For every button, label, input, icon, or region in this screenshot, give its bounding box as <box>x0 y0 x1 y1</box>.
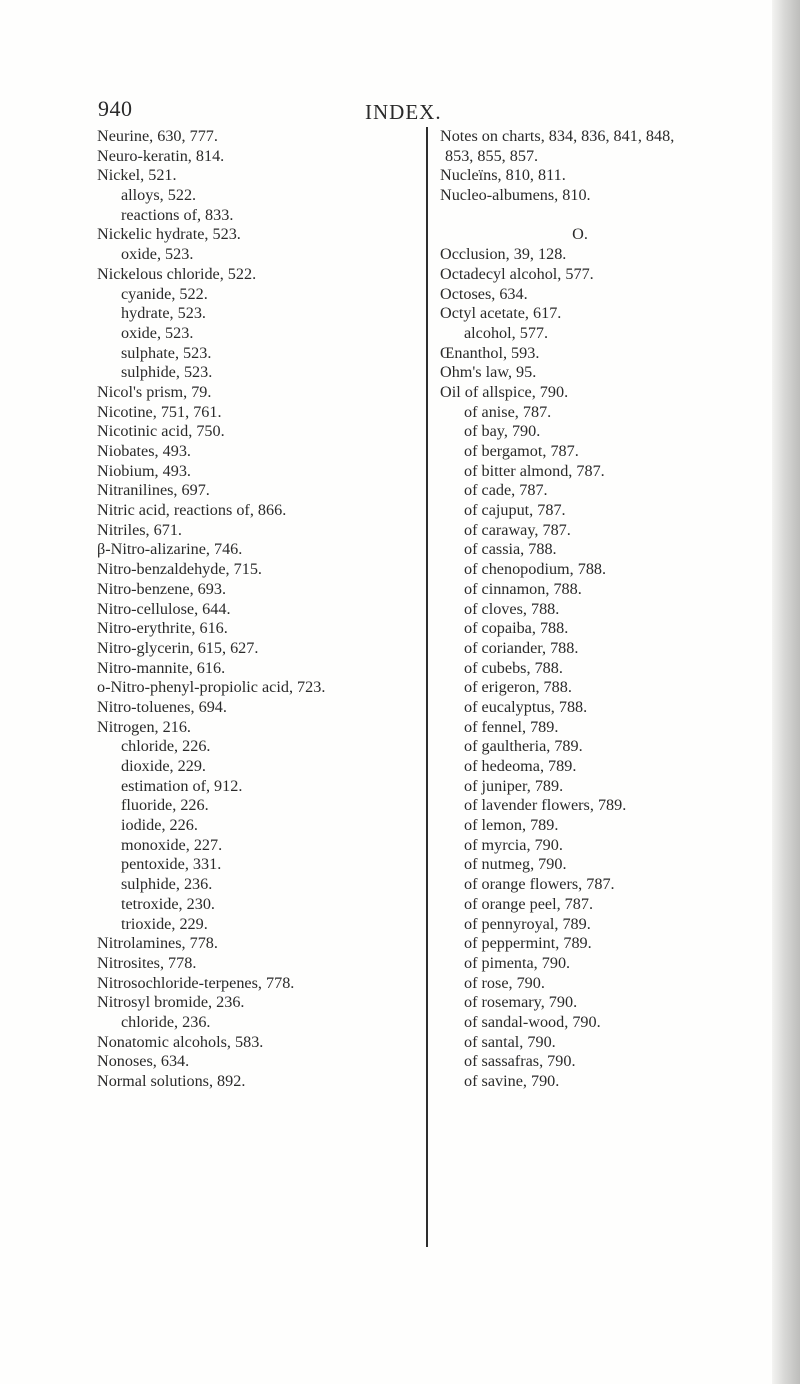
index-entry: Nitriles, 671. <box>97 520 182 539</box>
index-entry: Niobium, 493. <box>97 461 191 480</box>
index-entry: Nitro-benzene, 693. <box>97 579 227 598</box>
index-column-right <box>440 127 770 1092</box>
index-entry: Nitrosyl bromide, 236. <box>97 993 245 1012</box>
index-entry: Nicol's prism, 79. <box>97 382 212 401</box>
index-entry: sulphide, 523. <box>121 363 213 382</box>
index-entry: of copaiba, 788. <box>464 619 569 638</box>
index-entry: β-Nitro-alizarine, 746. <box>97 540 243 559</box>
index-entry: Nitro-glycerin, 615, 627. <box>97 638 259 657</box>
index-entry: sulphide, 236. <box>121 875 213 894</box>
index-entry: of sassafras, 790. <box>464 1052 576 1071</box>
index-entry: Ohm's law, 95. <box>440 363 537 382</box>
index-entry: of bitter almond, 787. <box>464 461 605 480</box>
index-entry: of orange peel, 787. <box>464 894 594 913</box>
index-entry: sulphate, 523. <box>121 343 212 362</box>
index-entry: Nucleo-albumens, 810. <box>440 186 591 205</box>
index-entry: Nitrosochloride-terpenes, 778. <box>97 973 295 992</box>
index-entry: of lemon, 789. <box>464 816 559 835</box>
index-entry: of nutmeg, 790. <box>464 855 567 874</box>
page-edge-shadow <box>772 0 800 1384</box>
index-entry: Octyl acetate, 617. <box>440 304 562 323</box>
index-entry: Nickelous chloride, 522. <box>97 264 257 283</box>
index-entry: reactions of, 833. <box>121 205 234 224</box>
index-entry: Nitrogen, 216. <box>97 717 191 736</box>
index-entry: fluoride, 226. <box>121 796 209 815</box>
index-entry: of fennel, 789. <box>464 717 559 736</box>
index-entry: pentoxide, 331. <box>121 855 222 874</box>
index-entry: Niobates, 493. <box>97 442 191 460</box>
index-entry: Octoses, 634. <box>440 284 528 303</box>
index-entry: Nonoses, 634. <box>97 1052 190 1071</box>
index-entry: of cloves, 788. <box>464 599 560 618</box>
index-entry: oxide, 523. <box>121 323 194 342</box>
index-entry: Nickel, 521. <box>97 166 177 185</box>
index-entry: Nitro-mannite, 616. <box>97 658 226 677</box>
column-divider <box>426 127 428 1247</box>
index-entry: of caraway, 787. <box>464 520 571 539</box>
index-entry: Nicotine, 751, 761. <box>97 402 222 421</box>
index-entry: trioxide, 229. <box>121 914 208 933</box>
index-entry: of myrcia, 790. <box>464 835 563 854</box>
index-entry: Nitrosites, 778. <box>97 953 197 972</box>
index-entry: chloride, 236. <box>121 1012 211 1031</box>
index-entry: of rose, 790. <box>464 973 545 992</box>
index-entry: of juniper, 789. <box>464 776 564 795</box>
index-entry: of cinnamon, 788. <box>464 579 582 598</box>
index-entry: of orange flowers, 787. <box>464 875 615 894</box>
index-entry: Nickelic hydrate, 523. <box>97 225 241 244</box>
index-entry: Nucleïns, 810, 811. <box>440 166 566 185</box>
index-entry: o-Nitro-phenyl-propiolic acid, 723. <box>97 678 326 697</box>
index-entry: dioxide, 229. <box>121 757 206 775</box>
index-entry: of sandal-wood, 790. <box>464 1012 601 1031</box>
index-entry: tetroxide, 230. <box>121 894 215 913</box>
index-entry: Neuro-keratin, 814. <box>97 146 225 165</box>
index-entry: alcohol, 577. <box>464 323 549 342</box>
section-letter: O. <box>572 225 588 244</box>
index-entry: of eucalyptus, 788. <box>464 697 588 716</box>
index-entry: Octadecyl alcohol, 577. <box>440 264 594 283</box>
index-entry: oxide, 523. <box>121 245 194 264</box>
index-entry: of pennyroyal, 789. <box>464 914 591 933</box>
index-entry: of hedeoma, 789. <box>464 757 577 775</box>
index-entry: estimation of, 912. <box>121 776 243 795</box>
index-entry: Occlusion, 39, 128. <box>440 245 567 264</box>
index-entry: monoxide, 227. <box>121 835 223 854</box>
index-column-left <box>97 127 422 1092</box>
index-entry: Normal solutions, 892. <box>97 1072 246 1090</box>
spacer <box>440 206 770 226</box>
index-entry: alloys, 522. <box>121 186 197 205</box>
index-entry: of peppermint, 789. <box>464 934 592 953</box>
index-entry: Nicotinic acid, 750. <box>97 422 225 441</box>
index-entry: of gaultheria, 789. <box>464 737 583 756</box>
index-entry: Nitro-cellulose, 644. <box>97 599 231 618</box>
index-entry: 853, 855, 857. <box>445 146 539 165</box>
index-entry: of cajuput, 787. <box>464 501 566 520</box>
index-entry: Nitrolamines, 778. <box>97 934 218 953</box>
index-entry: Oil of allspice, 790. <box>440 382 569 401</box>
index-entry: of lavender flowers, 789. <box>464 796 627 815</box>
index-entry: of santal, 790. <box>464 1032 556 1051</box>
index-entry: Nitranilines, 697. <box>97 481 210 500</box>
index-entry: of anise, 787. <box>464 402 552 421</box>
index-entry: Œnanthol, 593. <box>440 343 540 362</box>
index-entry: of cade, 787. <box>464 481 548 500</box>
index-entry: Notes on charts, 834, 836, 841, 848, <box>440 127 675 145</box>
index-entry: of bay, 790. <box>464 422 541 441</box>
index-entry: cyanide, 522. <box>121 284 208 303</box>
index-entry: Nonatomic alcohols, 583. <box>97 1032 264 1051</box>
index-entry: of cubebs, 788. <box>464 658 563 677</box>
page-number: 940 <box>98 96 133 121</box>
index-entry: of bergamot, 787. <box>464 442 579 460</box>
index-entry: of cassia, 788. <box>464 540 557 559</box>
index-entry: Nitro-erythrite, 616. <box>97 619 228 638</box>
running-head: INDEX. <box>365 100 442 124</box>
index-entry: of coriander, 788. <box>464 638 579 657</box>
index-entry: iodide, 226. <box>121 816 198 835</box>
index-entry: Nitro-benzaldehyde, 715. <box>97 560 262 579</box>
index-entry: of erigeron, 788. <box>464 678 572 697</box>
index-entry: of savine, 790. <box>464 1072 560 1090</box>
index-entry: of pimenta, 790. <box>464 953 571 972</box>
index-entry: Nitric acid, reactions of, 866. <box>97 501 287 520</box>
index-entry: Nitro-toluenes, 694. <box>97 697 227 716</box>
index-entry: of rosemary, 790. <box>464 993 578 1012</box>
index-entry: hydrate, 523. <box>121 304 206 323</box>
index-entry: chloride, 226. <box>121 737 211 756</box>
index-entry: of chenopodium, 788. <box>464 560 607 579</box>
index-entry: Neurine, 630, 777. <box>97 127 218 145</box>
